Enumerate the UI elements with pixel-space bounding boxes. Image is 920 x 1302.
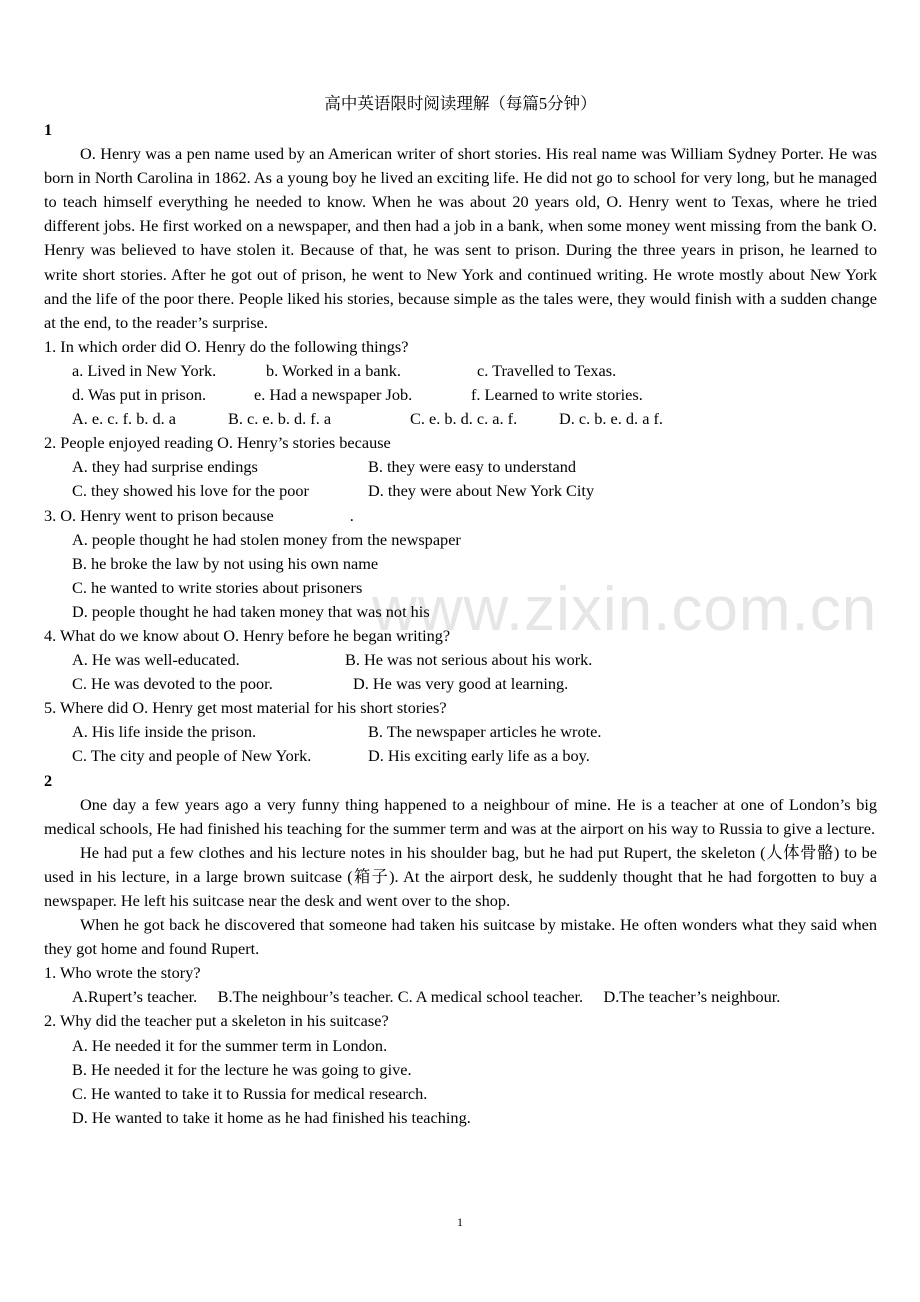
p1-q1-option-b[interactable]: B. c. e. b. d. f. a: [228, 409, 332, 429]
p1-q1-options: [72, 407, 877, 431]
p2-q1-option-b[interactable]: B.The neighbour’s teacher.: [217, 987, 394, 1007]
p1-q1-item-d: d. Was put in prison.: [72, 385, 207, 405]
p1-q4-option-a[interactable]: A. He was well-educated.: [72, 650, 240, 670]
p2-q1-option-d[interactable]: D.The teacher’s neighbour.: [603, 987, 781, 1007]
p1-q5-option-d[interactable]: D. His exciting early life as a boy.: [368, 746, 590, 766]
p1-question-1-stem: 1. In which order did O. Henry do the following things?: [44, 336, 409, 356]
p2-q1-options: [44, 985, 877, 1009]
p1-q2-option-c[interactable]: C. they showed his love for the poor: [72, 481, 309, 501]
p1-q4-option-b[interactable]: B. He was not serious about his work.: [345, 650, 593, 670]
p1-q5-options-row-2: [72, 744, 877, 768]
document-page: [44, 92, 877, 1130]
p1-q2-option-b[interactable]: B. they were easy to understand: [368, 457, 576, 477]
p1-q2-option-a[interactable]: A. they had surprise endings: [72, 457, 258, 477]
p1-question-2-stem: 2. People enjoyed reading O. Henry’s stories because: [44, 433, 391, 453]
p1-q3-stem-text: 3. O. Henry went to prison because: [44, 505, 274, 525]
passage-1-text: O. Henry was a pen name used by an American writer of short stories. His real name was William Sydney Porter. He was born in North Carolina in 1862. As a young boy he lived an exciting life. He did not go to school for very long, but he managed to teach himself everything he needed to know. When he was about 20 years old, O. Henry went to Texas, where he tried different jobs. He first worked on a newspaper, and then had a job in a bank, when some money went missing from the bank O. Henry was believed to have stolen it. Because of that, he was sent to prison. During the three years in prison, he learned to write short stories. After he got out of prison, he went to New York and continued writing. He wrote mostly about New York and the life of the poor there. People liked his stories, because simple as the tales were, they would finish with a sudden change at the end, to the reader’s surprise.: [44, 144, 877, 332]
p2-q1-option-c[interactable]: C. A medical school teacher.: [397, 987, 584, 1007]
passage-2-paragraph-3: When he got back he discovered that someone had taken his suitcase by mistake. He often wonders what they said when they got home and found Rupert.: [44, 915, 877, 959]
passage-2-number: 2: [44, 770, 53, 790]
p1-q2-option-d[interactable]: D. they were about New York City: [368, 481, 595, 501]
p1-q5-option-c[interactable]: C. The city and people of New York.: [72, 746, 312, 766]
p1-q3-option-b[interactable]: B. he broke the law by not using his own name: [72, 553, 379, 573]
p1-q5-options-row-1: [72, 720, 877, 744]
passage-2-paragraph-1: One day a few years ago a very funny thing happened to a neighbour of mine. He is a teacher at one of London’s big medical schools, He had finished his teaching for the summer term and was at the airport on his way to Russia to give a lecture.: [44, 794, 877, 838]
p1-q4-options-row-2: [72, 672, 877, 696]
page-number: 1: [457, 1215, 463, 1229]
p1-q3-blank-end: .: [349, 505, 354, 525]
p1-q1-option-d[interactable]: D. c. b. e. d. a f.: [559, 409, 663, 429]
p2-question-1-stem: 1. Who wrote the story?: [44, 963, 201, 983]
p1-q4-options-row-1: [72, 648, 877, 672]
passage-2-paragraph-2: He had put a few clothes and his lecture notes in his shoulder bag, but he had put Rupert, the skeleton (人体骨骼) to be used in his lecture, in a large brown suitcase (箱子). At the airport desk, he suddenly thought that he had forgotten to buy a newspaper. He left his suitcase near the desk and went over to the shop.: [44, 842, 877, 910]
p1-question-5-stem: 5. Where did O. Henry get most material for his short stories?: [44, 698, 447, 718]
p2-q2-option-a[interactable]: A. He needed it for the summer term in London.: [72, 1035, 388, 1055]
p1-q4-option-c[interactable]: C. He was devoted to the poor.: [72, 674, 273, 694]
p2-question-2-stem: 2. Why did the teacher put a skeleton in his suitcase?: [44, 1011, 389, 1031]
p2-q2-option-b[interactable]: B. He needed it for the lecture he was going to give.: [72, 1059, 412, 1079]
p1-q1-option-c[interactable]: C. e. b. d. c. a. f.: [410, 409, 518, 429]
p1-question-4-stem: 4. What do we know about O. Henry before he began writing?: [44, 625, 451, 645]
p1-q5-option-a[interactable]: A. His life inside the prison.: [72, 722, 257, 742]
p2-q1-option-a[interactable]: A.Rupert’s teacher.: [72, 987, 198, 1007]
p1-q1-item-f: f. Learned to write stories.: [471, 385, 643, 405]
p1-q1-item-b: b. Worked in a bank.: [266, 360, 401, 380]
passage-1-number: 1: [44, 120, 53, 139]
p1-q1-item-c: c. Travelled to Texas.: [477, 360, 617, 380]
p1-q5-option-b[interactable]: B. The newspaper articles he wrote.: [368, 722, 602, 742]
p1-q4-option-d[interactable]: D. He was very good at learning.: [353, 674, 569, 694]
p1-question-3-stem: [44, 504, 877, 528]
p1-q3-option-c[interactable]: C. he wanted to write stories about prisoners: [72, 577, 363, 597]
p1-q1-option-a[interactable]: A. e. c. f. b. d. a: [72, 409, 176, 429]
p1-q1-item-a: a. Lived in New York.: [72, 360, 217, 380]
p1-q1-item-e: e. Had a newspaper Job.: [254, 385, 413, 405]
watermark: www.zixin.com.cn: [372, 575, 878, 644]
p1-q2-options-row-2: [72, 479, 877, 503]
p1-q1-items-row-1: [72, 359, 877, 383]
p1-q3-option-a[interactable]: A. people thought he had stolen money from the newspaper: [72, 529, 461, 549]
p2-q2-option-d[interactable]: D. He wanted to take it home as he had finished his teaching.: [72, 1107, 471, 1127]
p2-q2-option-c[interactable]: C. He wanted to take it to Russia for medical research.: [72, 1083, 428, 1103]
p1-q3-option-d[interactable]: D. people thought he had taken money that was not his: [72, 601, 430, 621]
p1-q1-items-row-2: [72, 383, 877, 407]
p1-q2-options-row-1: [72, 455, 877, 479]
page-title: 高中英语限时阅读理解（每篇5分钟）: [324, 94, 597, 113]
